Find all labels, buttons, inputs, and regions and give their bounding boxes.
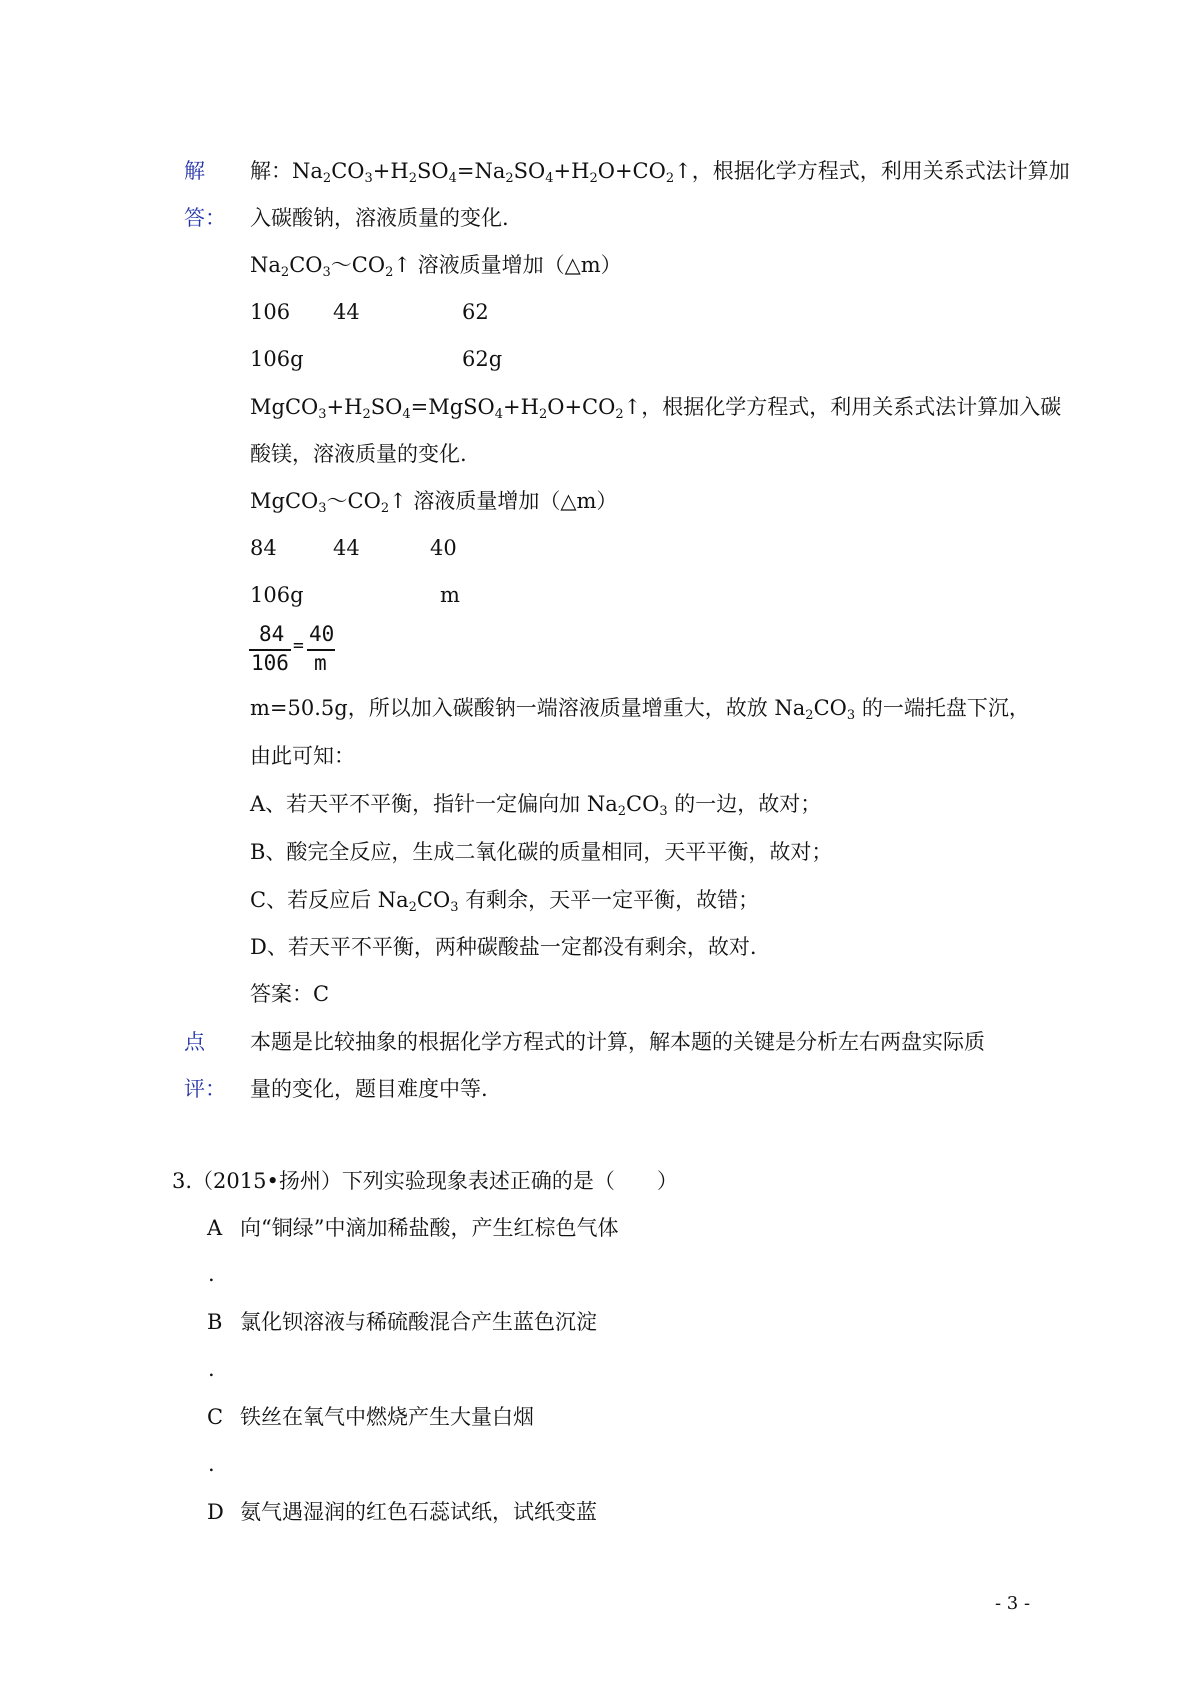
mg-num-40: 40 — [430, 536, 457, 560]
option-analysis-c: C、若反应后 $Na_2CO_3$ 有剩余，天平一定平衡，故错； — [250, 888, 760, 915]
conclusion-pre: m=50.5g，所以加入碳酸钠一端溶液质量增重大，故放 Na — [250, 696, 806, 720]
mg-mass-m: m — [440, 583, 460, 607]
label-da: 答： — [184, 206, 226, 230]
answer: 答案：C — [250, 982, 330, 1006]
q3-option-c-letter: C — [207, 1405, 224, 1429]
conclusion-tail: 的一端托盘下沉， — [861, 696, 1030, 720]
relation-mg-mid: ～CO — [326, 489, 381, 513]
conclusion-line-2: 由此可知： — [250, 744, 355, 768]
comment-line-2: 量的变化，题目难度中等. — [250, 1077, 488, 1101]
na-num-106: 106 — [250, 300, 291, 324]
fraction-equation — [249, 622, 339, 678]
mg-equation-line-1: $MgCO_3+H_2SO_4=MgSO_4+H_2O+CO_2↑$，根据化学方程式，利用关系式法计算加入碳 — [250, 395, 1062, 422]
option-analysis-b: B、酸完全反应，生成二氧化碳的质量相同，天平平衡，故对； — [250, 840, 833, 864]
option-analysis-d: D、若天平不平衡，两种碳酸盐一定都没有剩余，故对. — [250, 935, 757, 959]
q3-option-d-letter: D — [207, 1500, 224, 1524]
q3-option-a-text: 向“铜绿”中滴加稀盐酸，产生红棕色气体 — [240, 1216, 619, 1240]
frac-right-den: m — [314, 651, 327, 675]
na-mass-62g: 62g — [462, 347, 503, 371]
q3-option-b-text: 氯化钡溶液与稀硫酸混合产生蓝色沉淀 — [240, 1310, 597, 1334]
label-dian: 点 — [184, 1030, 205, 1054]
q3-option-c-dot: . — [208, 1452, 215, 1476]
q3-option-a-letter: A — [207, 1216, 223, 1240]
q3-option-b-dot: . — [208, 1357, 215, 1381]
option-analysis-a: A、若天平不平衡，指针一定偏向加 $Na_2CO_3$ 的一边，故对； — [250, 792, 822, 819]
relation-mg-tail: ↑ 溶液质量增加（△m） — [389, 489, 618, 513]
relation-mgco3: $MgCO_3\sim CO_2↑$ 溶液质量增加（△m） — [250, 489, 618, 516]
solution-line-2: 入碳酸钠，溶液质量的变化. — [250, 206, 509, 230]
na-mass-106g: 106g — [250, 347, 304, 371]
relation-na2co3: $Na_2CO_3\sim CO_2↑$ 溶液质量增加（△m） — [250, 253, 622, 280]
comment-line-1: 本题是比较抽象的根据化学方程式的计算，解本题的关键是分析左右两盘实际质 — [250, 1030, 985, 1054]
mg-num-44: 44 — [333, 536, 360, 560]
solution-line-1-pre: 解：Na — [250, 159, 323, 183]
mg-mass-106g: 106g — [250, 583, 304, 607]
option-c-tail: 有剩余，天平一定平衡，故错； — [465, 888, 760, 912]
na-num-62: 62 — [462, 300, 489, 324]
na-num-44: 44 — [333, 300, 360, 324]
conclusion-line-1: m=50.5g，所以加入碳酸钠一端溶液质量增重大，故放 $Na_2CO_3$ 的一端托盘下沉， — [250, 696, 1030, 723]
mg-num-84: 84 — [250, 536, 277, 560]
solution-line-1: 解：$Na_2CO_3+H_2SO_4=Na_2SO_4+H_2O+CO_2↑$，根据化学方程式，利用关系式法计算加 — [250, 159, 1070, 186]
solution-line-1-tail: ，根据化学方程式，利用关系式法计算加 — [691, 159, 1070, 183]
option-c-pre: C、若反应后 Na — [250, 888, 409, 912]
question-3-stem: 3.（2015•扬州）下列实验现象表述正确的是（ ） — [172, 1169, 678, 1193]
q3-option-a-dot: . — [208, 1262, 215, 1286]
page-number: - 3 - — [995, 1593, 1031, 1614]
relation-na-tail: ↑ 溶液质量增加（△m） — [393, 253, 622, 277]
option-a-pre: A、若天平不平衡，指针一定偏向加 Na — [250, 792, 618, 816]
frac-equals: = — [293, 635, 304, 656]
relation-na-mid: ～CO — [330, 253, 386, 277]
mg-equation-tail: ，根据化学方程式，利用关系式法计算加入碳 — [641, 395, 1062, 419]
frac-right-num: 40 — [309, 622, 335, 646]
frac-left-den: 106 — [251, 651, 289, 675]
label-ping: 评： — [184, 1077, 226, 1101]
q3-option-c-text: 铁丝在氧气中燃烧产生大量白烟 — [240, 1405, 534, 1429]
mg-equation-line-2: 酸镁，溶液质量的变化. — [250, 442, 467, 466]
label-jie: 解 — [184, 159, 205, 183]
option-a-tail: 的一边，故对； — [674, 792, 822, 816]
q3-option-b-letter: B — [207, 1310, 223, 1334]
frac-left-num: 84 — [259, 622, 285, 646]
q3-option-d-text: 氨气遇湿润的红色石蕊试纸，试纸变蓝 — [240, 1500, 597, 1524]
